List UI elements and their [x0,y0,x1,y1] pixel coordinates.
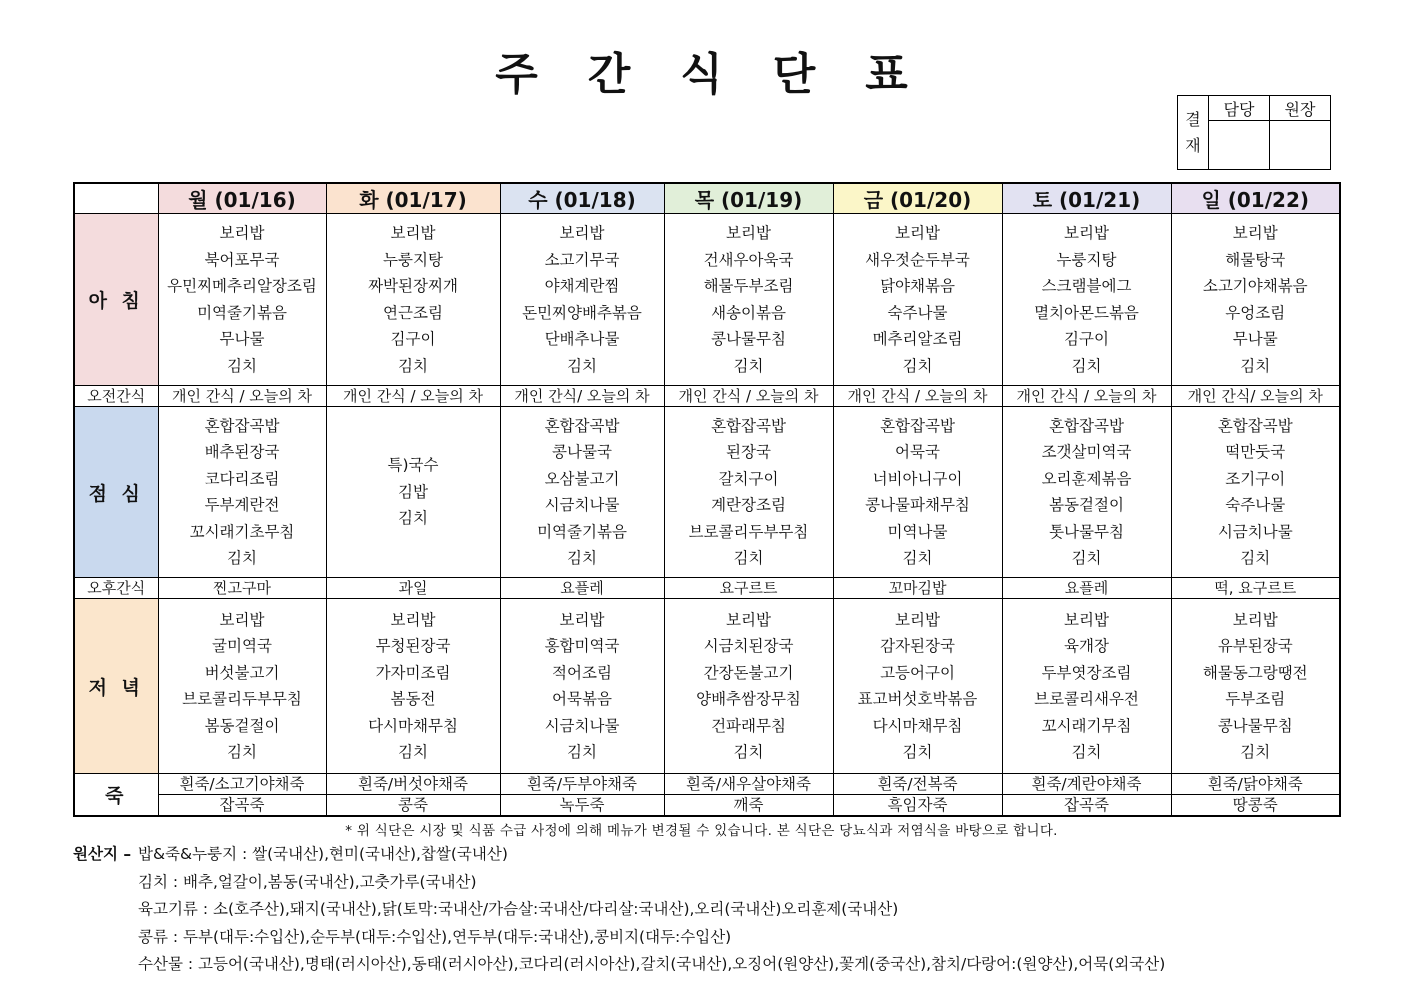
menu-item: 톳나물무침 [1049,522,1124,541]
menu-item: 야채계란찜 [544,277,620,295]
origin-line: 김치 : 배추,얼갈이,봄동(국내산),고춧가루(국내산) [138,872,477,891]
menu-item: 보리밥 [559,610,605,629]
menu-item: 김구이 [1064,330,1109,348]
dinner-cell [326,599,500,774]
menu-item: 김치 [227,743,257,761]
menu-item: 연근조림 [383,303,443,322]
menu-item-list [1003,607,1171,766]
menu-item: 버섯불고기 [204,663,280,682]
porridge-cell: 흰죽/닭야채죽 [1171,774,1340,795]
menu-item: 해물탕국 [1225,250,1286,269]
menu-item: 브로콜리새우전 [1034,690,1139,708]
menu-item: 혼합잡곡밥 [711,416,786,435]
menu-item: 김치 [398,356,428,375]
am-snack-cell: 개인 간식 / 오늘의 차 [833,386,1002,407]
menu-item: 계란장조림 [711,496,786,514]
menu-item-list [834,413,1002,572]
menu-item: 무나물 [219,330,265,348]
lunch-cell [664,407,833,578]
corner-cell [74,183,158,214]
porridge-cell: 콩죽 [326,795,500,817]
menu-item: 김치 [1240,356,1271,375]
menu-item: 김치 [733,549,764,567]
menu-item-list [1172,607,1340,766]
menu-item: 특)국수 [387,456,439,475]
menu-item: 소고기무국 [544,250,620,269]
menu-item: 양배추쌈장무침 [696,690,801,708]
menu-item: 된장국 [726,443,771,461]
menu-item: 건파래무침 [711,716,786,735]
origin-line: 원산지 – 밥&죽&누룽지 : 쌀(국내산),현미(국내산),찹쌀(국내산) [73,845,508,863]
menu-item: 꼬시래기무침 [1041,716,1132,735]
menu-item: 어묵국 [895,443,940,461]
menu-item-list [1172,413,1340,572]
pm-snack-cell: 찐고구마 [158,578,326,599]
menu-item-list [327,607,500,766]
pm-snack-cell: 꼬마김밥 [833,578,1002,599]
menu-item: 감자된장국 [880,637,955,655]
dinner-row [74,599,1340,774]
lunch-label: 점 심 [74,407,158,578]
dinner-cell [1002,599,1171,774]
menu-item: 무청된장국 [375,637,451,655]
title-char: 식 [680,49,773,100]
pm-snack-cell: 떡, 요구르트 [1171,578,1340,599]
breakfast-label: 아 침 [74,214,158,386]
am-snack-cell: 개인 간식 / 오늘의 차 [1002,386,1171,407]
menu-item: 혼합잡곡밥 [1217,416,1293,435]
am-snack-cell: 개인 간식 / 오늘의 차 [158,386,326,407]
menu-item: 북어포무국 [204,250,280,269]
am-snack-cell: 개인 간식 / 오늘의 차 [326,386,500,407]
lunch-cell [1171,407,1340,578]
manager-signature-cell[interactable] [1209,121,1270,170]
am-snack-row [74,386,1340,407]
menu-item-list [501,413,664,572]
menu-item: 김밥 [398,482,428,501]
menu-item-list [159,413,326,572]
dinner-cell [664,599,833,774]
breakfast-row [74,214,1340,386]
menu-item: 우엉조림 [1225,303,1286,322]
menu-item: 혼합잡곡밥 [204,416,280,435]
menu-item: 해물동그랑땡전 [1202,663,1308,682]
approval-director: 원장 [1270,96,1331,121]
menu-item: 보리밥 [1064,224,1109,242]
origin-line: 육고기류 : 소(호주산),돼지(국내산),닭(토막:국내산/가슴살:국내산/다리살:국내산),오리(국내산)오리훈제(국내산) [138,900,899,918]
lunch-cell [158,407,326,578]
menu-item: 고등어구이 [880,663,955,682]
day-header-sat: 토 (01/21) [1002,183,1171,214]
menu-item: 콩나물파채무침 [865,496,970,514]
menu-item-list [1003,220,1171,379]
menu-item-list [665,413,833,572]
menu-item: 김치 [733,743,764,761]
menu-item: 적어조림 [552,663,612,682]
menu-item: 김치 [567,356,597,375]
day-header-mon: 월 (01/16) [158,183,326,214]
menu-item: 시금치나물 [1217,522,1293,541]
menu-item: 김치 [1071,743,1102,761]
menu-item: 너비아니구이 [872,469,963,488]
title-char: 주 [495,49,588,100]
menu-item-list [1172,220,1340,379]
menu-item: 미역줄기볶음 [197,303,287,322]
dinner-label: 저 녁 [74,599,158,774]
menu-item: 떡만둣국 [1225,443,1286,461]
pm-snack-label: 오후간식 [74,578,158,599]
menu-item: 갈치구이 [718,469,779,488]
menu-item: 두부조림 [1225,690,1286,708]
menu-item: 김치 [1240,743,1271,761]
menu-item: 시금치나물 [544,496,620,514]
porridge-row-2 [74,795,1340,817]
menu-item: 새송이볶음 [711,303,786,322]
menu-item: 짜박된장찌개 [368,277,458,295]
menu-item: 배추된장국 [204,443,280,461]
menu-item: 콩나물무침 [1217,716,1293,735]
dinner-cell [500,599,664,774]
menu-item: 소고기야채볶음 [1202,277,1308,295]
day-header-tue: 화 (01/17) [326,183,500,214]
porridge-cell: 흰죽/계란야채죽 [1002,774,1171,795]
breakfast-cell [1171,214,1340,386]
menu-note: * 위 식단은 시장 및 식품 수급 사정에 의해 메뉴가 변경될 수 있습니다. 본 식단은 당뇨식과 저염식을 바탕으로 합니다. [345,823,1058,839]
lunch-cell [1002,407,1171,578]
page-title [0,38,1403,102]
menu-item: 콩나물무침 [711,330,786,348]
menu-item: 유부된장국 [1217,637,1293,655]
porridge-cell: 흰죽/버섯야채죽 [326,774,500,795]
am-snack-cell: 개인 간식/ 오늘의 차 [1171,386,1340,407]
day-header-sun: 일 (01/22) [1171,183,1340,214]
menu-item: 홍합미역국 [544,637,620,655]
menu-item: 김치 [227,549,257,567]
menu-item: 브로콜리두부무침 [688,522,809,541]
menu-item: 김치 [902,549,933,567]
menu-item: 보리밥 [1232,224,1278,242]
menu-item: 육개장 [1064,637,1109,655]
breakfast-cell [500,214,664,386]
menu-item-list [327,220,500,379]
menu-item: 숙주나물 [887,303,948,322]
menu-item: 혼합잡곡밥 [880,416,955,435]
menu-item: 보리밥 [726,224,771,242]
menu-item: 오삼불고기 [544,469,620,488]
menu-item-list [834,607,1002,766]
menu-item: 조갯살미역국 [1041,443,1132,461]
breakfast-cell [158,214,326,386]
breakfast-cell [326,214,500,386]
pm-snack-cell: 요플레 [1002,578,1171,599]
menu-item: 콩나물국 [552,443,612,461]
menu-item: 보리밥 [726,610,771,629]
menu-item: 돈민찌양배추볶음 [522,303,642,322]
menu-item: 보리밥 [219,224,265,242]
lunch-cell [326,407,500,578]
dinner-cell [833,599,1002,774]
menu-item: 김치 [398,509,428,528]
porridge-row-1 [74,774,1340,795]
pm-snack-cell: 요플레 [500,578,664,599]
menu-item: 간장돈불고기 [703,663,794,682]
breakfast-cell [664,214,833,386]
menu-item: 김치 [1071,549,1102,567]
menu-item: 김치 [1071,356,1102,375]
menu-item: 해물두부조림 [703,277,794,295]
lunch-cell [500,407,664,578]
menu-item: 보리밥 [1232,610,1278,629]
porridge-cell: 흑임자죽 [833,795,1002,817]
menu-item: 김치 [902,356,933,375]
menu-item: 김치 [567,743,597,761]
lunch-cell [833,407,1002,578]
menu-item: 김치 [567,549,597,567]
menu-item: 봄동겉절이 [204,716,280,735]
menu-item-list [834,220,1002,379]
menu-item: 무나물 [1232,330,1278,348]
menu-item: 코다리조림 [204,469,280,488]
menu-item: 보리밥 [219,610,265,629]
menu-item: 김치 [227,356,257,375]
menu-item: 두부계란전 [204,496,280,514]
porridge-label: 죽 [74,774,158,817]
dinner-cell [158,599,326,774]
menu-item: 봄동전 [390,690,436,708]
menu-item: 스크램블에그 [1041,277,1132,295]
day-header-fri: 금 (01/20) [833,183,1002,214]
porridge-cell: 흰죽/새우살야채죽 [664,774,833,795]
menu-item: 두부엿장조림 [1041,663,1132,682]
am-snack-cell: 개인 간식/ 오늘의 차 [500,386,664,407]
menu-item: 숙주나물 [1225,496,1286,514]
menu-item: 보리밥 [390,224,436,242]
approval-box [1177,95,1331,170]
lunch-row [74,407,1340,578]
porridge-cell: 땅콩죽 [1171,795,1340,817]
menu-item: 표고버섯호박볶음 [857,690,978,708]
menu-item: 보리밥 [895,224,940,242]
breakfast-cell [833,214,1002,386]
porridge-cell: 흰죽/소고기야채죽 [158,774,326,795]
menu-item: 우민찌메추리알장조림 [167,277,317,295]
menu-item-list [501,607,664,766]
menu-item: 브로콜리두부무침 [182,690,302,708]
menu-item: 보리밥 [895,610,940,629]
menu-item: 굴미역국 [212,637,272,655]
menu-item: 김치 [398,743,428,761]
menu-item: 다시마채무침 [368,716,458,735]
menu-item-list [665,220,833,379]
day-header-wed: 수 (01/18) [500,183,664,214]
menu-item: 시금치나물 [544,716,620,735]
menu-item-list [665,607,833,766]
menu-item-list [327,452,500,532]
day-header-thu: 목 (01/19) [664,183,833,214]
menu-item: 어묵볶음 [552,690,612,708]
dinner-cell [1171,599,1340,774]
menu-item: 보리밥 [559,224,605,242]
menu-item: 누룽지탕 [1056,250,1117,269]
menu-item-list [501,220,664,379]
title-char: 단 [772,49,866,100]
menu-item: 보리밥 [390,610,436,629]
menu-item: 김치 [902,743,933,761]
porridge-cell: 흰죽/전복죽 [833,774,1002,795]
menu-item: 닭야채볶음 [880,277,955,295]
header-row [74,183,1340,214]
menu-item: 누룽지탕 [383,250,443,269]
origin-line: 콩류 : 두부(대두:수입산),순두부(대두:수입산),연두부(대두:국내산),콩비지(대두:수입산) [138,927,732,946]
title-char: 간 [587,49,681,100]
director-signature-cell[interactable] [1270,121,1331,170]
breakfast-cell [1002,214,1171,386]
porridge-cell: 잡곡죽 [158,795,326,817]
porridge-cell: 녹두죽 [500,795,664,817]
pm-snack-cell: 과일 [326,578,500,599]
am-snack-label: 오전간식 [74,386,158,407]
menu-item: 새우젓순두부국 [865,250,970,269]
menu-item: 메추리알조림 [872,330,963,348]
menu-item-list [1003,413,1171,572]
pm-snack-row [74,578,1340,599]
menu-item: 혼합잡곡밥 [544,416,620,435]
origin-info [73,843,1165,981]
porridge-cell: 흰죽/두부야채죽 [500,774,664,795]
menu-item: 가자미조림 [375,663,451,682]
menu-item: 미역줄기볶음 [537,522,627,541]
menu-item: 꼬시래기초무침 [189,522,295,541]
menu-item: 미역나물 [887,522,948,541]
menu-item: 시금치된장국 [703,637,794,655]
menu-item: 김치 [733,356,764,375]
menu-item: 김구이 [390,330,436,348]
am-snack-cell: 개인 간식 / 오늘의 차 [664,386,833,407]
pm-snack-cell: 요구르트 [664,578,833,599]
menu-item: 건새우아욱국 [703,250,794,269]
weekly-menu-table [73,182,1341,817]
menu-item-list [159,607,326,766]
menu-item-list [159,220,326,379]
menu-item: 멸치아몬드볶음 [1034,303,1139,322]
menu-item: 오리훈제볶음 [1041,469,1132,488]
origin-line: 수산물 : 고등어(국내산),명태(러시아산),동태(러시아산),코다리(러시아산),갈치(국내산),오징어(원양산),꽃게(중국산),참치/다랑어:(원양산),어묵(외국산) [138,955,1166,973]
porridge-cell: 깨죽 [664,795,833,817]
porridge-cell: 잡곡죽 [1002,795,1171,817]
menu-item: 김치 [1240,549,1271,567]
origin-head: 원산지 – [73,845,132,863]
menu-item: 단배추나물 [544,330,620,348]
menu-item: 봄동겉절이 [1049,496,1124,514]
menu-item: 혼합잡곡밥 [1049,416,1124,435]
approval-label: 결 재 [1178,96,1209,170]
menu-item: 다시마채무침 [872,716,963,735]
title-char: 표 [865,49,908,100]
approval-manager: 담당 [1209,96,1270,121]
menu-item: 보리밥 [1064,610,1109,629]
menu-item: 조기구이 [1225,469,1286,488]
